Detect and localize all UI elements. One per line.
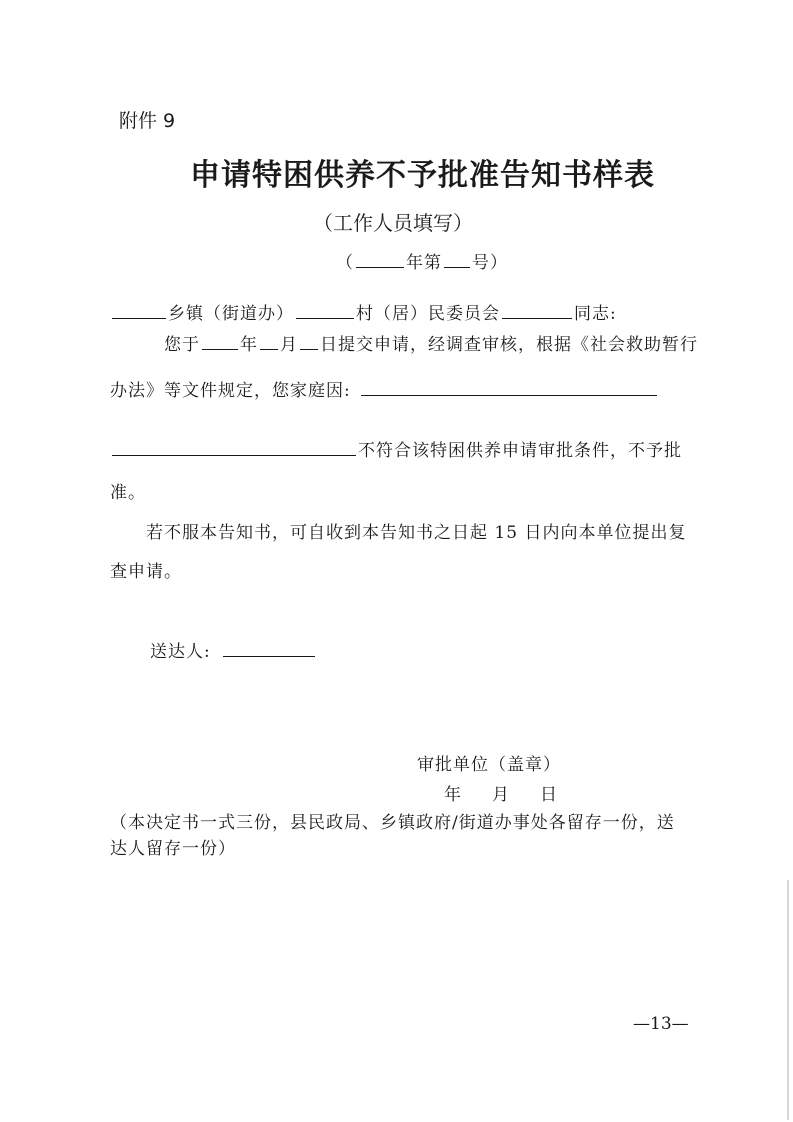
deliverer-line	[150, 637, 317, 662]
doc-num-suffix: 号）	[472, 253, 508, 273]
apply-day-blank[interactable]	[300, 348, 318, 350]
date-year: 年	[444, 785, 462, 805]
subtitle: （工作人员填写）	[313, 211, 473, 235]
committee-blank[interactable]	[502, 317, 572, 319]
para1-month: 月	[280, 335, 298, 355]
doc-number-open: （	[336, 253, 354, 273]
para2-line2: 查申请。	[110, 562, 182, 582]
addressee-line	[110, 299, 617, 324]
approval-unit: 审批单位（盖章）	[417, 755, 561, 775]
doc-year-suffix: 年第	[406, 253, 442, 273]
para1-line2	[110, 376, 659, 401]
para1-prefix: 您于	[164, 335, 200, 355]
attachment-label: 附件 9	[119, 110, 176, 132]
town-label: 乡镇（街道办）	[168, 304, 294, 324]
note-line2: 达人留存一份）	[110, 839, 236, 859]
date-month: 月	[492, 785, 510, 805]
date-day: 日	[540, 785, 558, 805]
para1-line4: 准。	[110, 483, 146, 503]
comrade-label: 同志:	[574, 304, 617, 324]
page-number: —13—	[633, 1014, 689, 1034]
scan-edge-mark	[787, 880, 789, 1120]
para1-day-text: 日提交申请，经调查审核，根据《社会救助暂行	[320, 335, 698, 355]
para1-line3-text: 不符合该特困供养申请审批条件，不予批	[358, 441, 682, 461]
para1-line1	[164, 330, 698, 355]
para1-year: 年	[240, 335, 258, 355]
doc-number-line	[336, 248, 508, 273]
apply-month-blank[interactable]	[260, 348, 278, 350]
town-blank[interactable]	[112, 317, 166, 319]
para1-line2-text: 办法》等文件规定，您家庭因:	[110, 381, 351, 401]
page-title: 申请特困供养不予批准告知书样表	[190, 158, 655, 193]
apply-year-blank[interactable]	[202, 348, 238, 350]
village-label: 村（居）民委员会	[356, 304, 500, 324]
date-line	[444, 780, 558, 805]
note-line1: （本决定书一式三份，县民政局、乡镇政府/街道办事处各留存一份，送	[110, 813, 675, 833]
para1-line3	[110, 436, 682, 461]
doc-year-blank[interactable]	[356, 266, 404, 268]
para2-line1: 若不服本告知书，可自收到本告知书之日起 15 日内向本单位提出复	[146, 523, 687, 543]
village-blank[interactable]	[296, 317, 354, 319]
deliverer-blank[interactable]	[223, 655, 315, 657]
reason-blank-2[interactable]	[112, 454, 356, 456]
reason-blank-1[interactable]	[361, 394, 657, 396]
deliverer-label: 送达人:	[150, 642, 211, 662]
doc-num-blank[interactable]	[444, 266, 470, 268]
